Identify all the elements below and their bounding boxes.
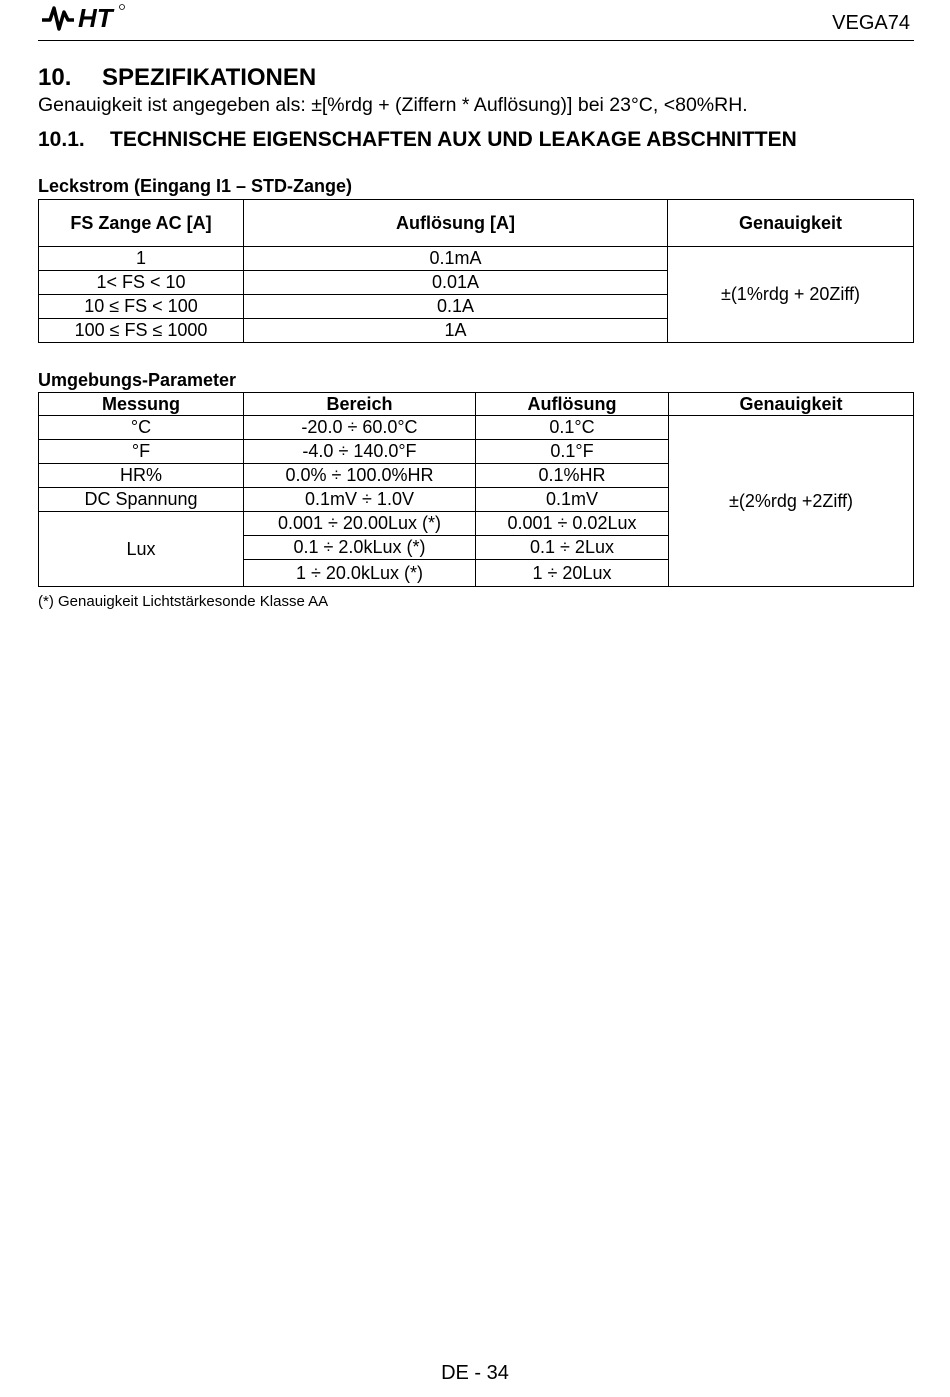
range-cell: 1 <box>39 247 244 271</box>
accuracy-cell: ±(1%rdg + 20Ziff) <box>668 247 914 343</box>
resolution-cell: 0.01A <box>244 271 668 295</box>
table-header-row <box>39 200 914 247</box>
section-title: SPEZIFIKATIONEN <box>102 64 317 91</box>
resolution-cell: 0.1 ÷ 2Lux <box>476 536 669 560</box>
measurement-cell: HR% <box>39 464 244 488</box>
resolution-cell: 0.1%HR <box>476 464 669 488</box>
resolution-cell: 0.1mA <box>244 247 668 271</box>
table-row <box>39 247 914 271</box>
leakage-caption: Leckstrom (Eingang I1 – STD-Zange) <box>38 176 353 196</box>
table-row <box>39 416 914 440</box>
resolution-cell: 0.1°F <box>476 440 669 464</box>
range-cell: -4.0 ÷ 140.0°F <box>244 440 476 464</box>
page-number: DE - 34 <box>441 1362 509 1384</box>
column-header: Bereich <box>244 393 476 416</box>
column-header: FS Zange AC [A] <box>39 200 244 247</box>
resolution-cell: 0.1°C <box>476 416 669 440</box>
resolution-cell: 1 ÷ 20Lux <box>476 560 669 587</box>
section-number: 10. <box>38 64 72 91</box>
column-header: Genauigkeit <box>668 200 914 247</box>
footnote: (*) Genauigkeit Lichtstärkesonde Klasse AA <box>38 593 329 610</box>
measurement-cell: °C <box>39 416 244 440</box>
range-cell: 100 ≤ FS ≤ 1000 <box>39 319 244 343</box>
range-cell: 0.1mV ÷ 1.0V <box>244 488 476 512</box>
range-cell: 10 ≤ FS < 100 <box>39 295 244 319</box>
subsection-heading <box>38 128 797 152</box>
measurement-cell: DC Spannung <box>39 488 244 512</box>
logo-text: HT <box>78 3 113 32</box>
page-header <box>38 0 914 41</box>
range-cell: 0.0% ÷ 100.0%HR <box>244 464 476 488</box>
ht-logo <box>40 2 126 32</box>
environment-caption: Umgebungs-Parameter <box>38 370 237 390</box>
table-header-row <box>39 393 914 416</box>
leakage-table <box>38 199 914 343</box>
section-heading <box>38 64 316 92</box>
range-cell: -20.0 ÷ 60.0°C <box>244 416 476 440</box>
accuracy-cell: ±(2%rdg +2Ziff) <box>669 416 914 587</box>
range-cell: 1< FS < 10 <box>39 271 244 295</box>
model-name: VEGA74 <box>832 12 910 34</box>
column-header: Messung <box>39 393 244 416</box>
resolution-cell: 0.001 ÷ 0.02Lux <box>476 512 669 536</box>
measurement-cell: Lux <box>39 512 244 587</box>
resolution-cell: 1A <box>244 319 668 343</box>
column-header: Auflösung <box>476 393 669 416</box>
column-header: Auflösung [A] <box>244 200 668 247</box>
accuracy-intro: Genauigkeit ist angegeben als: ±[%rdg + (Ziffern * Auflösung)] bei 23°C, <80%RH. <box>38 94 748 116</box>
range-cell: 0.1 ÷ 2.0kLux (*) <box>244 536 476 560</box>
subsection-number: 10.1. <box>38 128 85 151</box>
range-cell: 0.001 ÷ 20.00Lux (*) <box>244 512 476 536</box>
measurement-cell: °F <box>39 440 244 464</box>
resolution-cell: 0.1mV <box>476 488 669 512</box>
range-cell: 1 ÷ 20.0kLux (*) <box>244 560 476 587</box>
resolution-cell: 0.1A <box>244 295 668 319</box>
column-header: Genauigkeit <box>669 393 914 416</box>
environment-table <box>38 392 914 587</box>
subsection-title: TECHNISCHE EIGENSCHAFTEN AUX UND LEAKAGE ABSCHNITTEN <box>110 128 797 151</box>
